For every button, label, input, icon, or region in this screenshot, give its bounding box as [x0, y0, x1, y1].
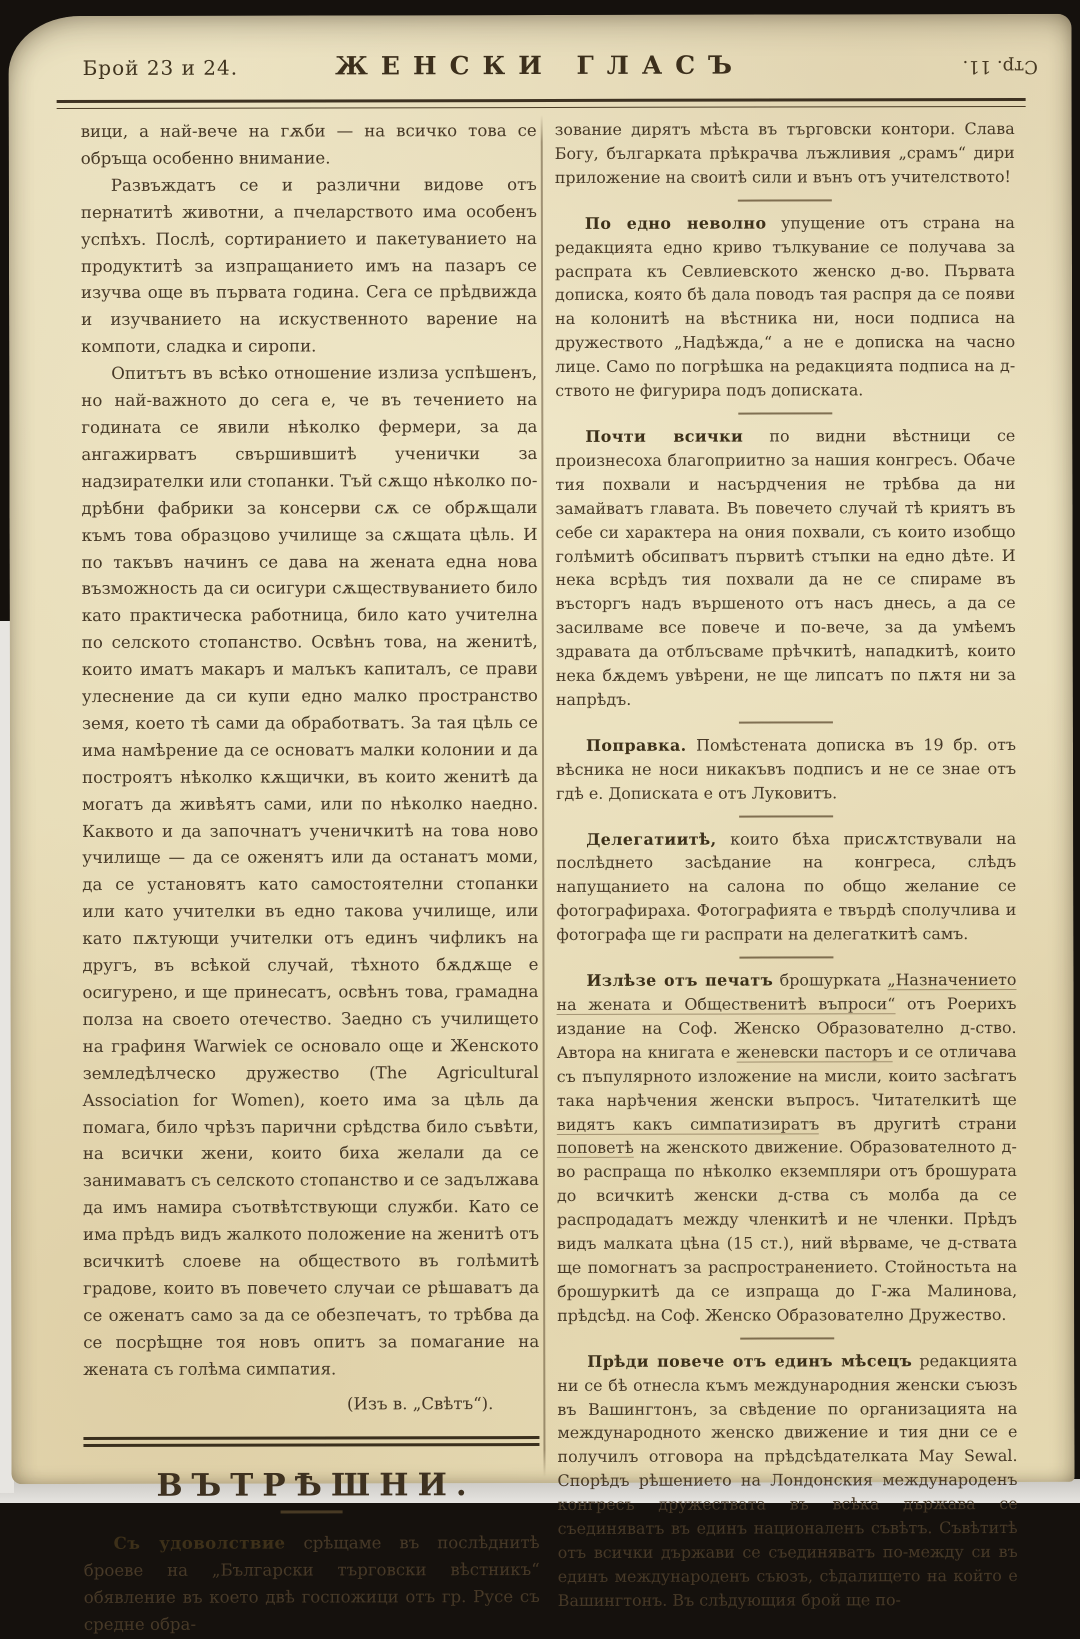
paragraph-text: Опитътъ въ всѣко отношение излиза успѣшенъ, но най-важното до сега е, че въ течението на годината се явили нѣколко фермери, за да ангажирватъ свършившитѣ ученички за надзирателки или стопанки. Тъй сѫщо нѣколко по-дрѣбни фабрики за консерви сѫ се обрѫщали къмъ това образцово училище за сѫщата цѣль. И по такъвъ начинъ се дава на жената една нова възможность да си осигури сѫществуванието било като практическа работница, било като учителна по селското стопанство. Освѣнъ това, на женитѣ, които иматъ макаръ и малъкъ капиталъ, се прави улеснение да си купи едно малко пространство земя, което тѣ сами да обработватъ. За тая цѣль се има намѣрение да се основатъ малки колонии и да построятъ нѣколко кѫщички, въ които женитѣ да могатъ да живѣятъ сами, или по нѣколко наедно. Каквото и да започнатъ ученичкитѣ на това ново училище — да се оженятъ или да останатъ моми, да се установятъ като самостоятелни стопанки или като учителки въ едно такова училище, или като пѫтующи учителки отъ единъ чифликъ на другъ, въ всѣкой случай, тѣхното бѫдѫще е осигурено, и ще принесатъ, освѣнъ това, грамадна полза на своето отечество. Заедно съ училището на графиня Warwiek се основало още и Женското земледѣлческо дружество (The Agricultural Association for Women), което има за цѣль да помага, било чрѣзъ парични срѣдства било съвѣти, на всички жени, които биха желали да се занимаватъ съ селското стопанство и се задължава да имъ намира съотвѣтствующи служби. Като се има прѣдъ видъ жалкото положение на женитѣ отъ всичкитѣ слоеве на обществото въ голѣмитѣ градове, които въ повечето случаи се рѣшаватъ да се оженатъ само за да се обезпечатъ, то трѣбва да се посрѣщне тоя новъ опитъ за помагание на жената съ голѣма симпатия. [81, 363, 540, 1379]
paragraph [556, 968, 1017, 1328]
underlined-text: поповетѣ [556, 1138, 634, 1158]
section-title: ВЪТРѢШНИ. [156, 1466, 476, 1504]
right-column [555, 117, 1018, 1613]
paragraph [84, 1529, 540, 1639]
paragraph-text: редакцията ни се бѣ отнесла къмъ международния женски съюзъ въ Вашингтонъ, за свѣдение по организацията на международното женско движение и тия дни се е получилъ отговора на прѣдсѣдателката May Sewal. Спорѣдъ рѣшението на Лондонския международенъ конгресъ дружествата въ всѣка държава се съединяватъ въ единъ националенъ съвѣтъ. Съвѣтитѣ отъ всички държави се съединяватъ по-между си въ единъ международенъ съюзъ, сѣдалището на който е Вашингтонъ. Въ слѣдующия брой ще по- [557, 1350, 1018, 1610]
paragraph [81, 172, 537, 361]
underlined-text: „Назначението на жената и Общественитѣ въпроси“ [556, 970, 1017, 1014]
column-divider [541, 115, 546, 1477]
issue-number: Брой 23 и 24. [82, 55, 239, 80]
paragraph-text: упущение отъ страна на редакцията едно криво тълкувание се получава за распрата къ Севлиевското женско д-во. Първата дописка, която бѣ дала поводъ тая распря да се появи на колонитѣ на вѣстника ни, носи подписа на дружеството „Надѣжда,“ а не е дописка на часно лице. Само по погрѣшка на редакцията подписа на д-ството не фигурира подъ дописката. [554, 212, 1016, 401]
paragraph [81, 118, 537, 173]
paragraph [555, 211, 1015, 403]
paragraph [556, 733, 1016, 806]
paragraph-text: брошурката [773, 970, 888, 990]
item-separator [556, 946, 1016, 969]
newspaper-page [8, 14, 1074, 1635]
paragraph-lead: Поправка. [585, 735, 687, 755]
item-separator [556, 711, 1016, 734]
paragraph-text: срѣщаме въ послѣднитѣ броеве на „Български търговски вѣстникъ“ обявление въ което двѣ госпожици отъ гр. Русе съ средне обра- [83, 1533, 540, 1635]
left-column-paragraphs [81, 118, 540, 1384]
paragraph-text: Развъждатъ се и различни видове отъ пернатитѣ животни, а пчеларството има особенъ успѣхъ. Послѣ, сортиранието и пакетуванието на продуктитѣ за изпращанието имъ на пазаръ се изучва още въ първата година. Сега се прѣдвижда и изучванието на искуственното варение на компоти, сладка и сиропи. [80, 174, 538, 357]
header-rule [57, 98, 1026, 109]
underlined-text: видятъ какъ симпатизиратъ [556, 1113, 820, 1134]
item-separator [555, 402, 1015, 425]
section-divider-rule [83, 1436, 539, 1447]
paragraph-lead: По едно неволно [584, 213, 767, 233]
paragraph-text: по видни вѣстници се произнесоха благоприитно за нашия конгресъ. Обаче тия похвали и насърдчения не трѣбва да ни замайватъ главата. Въ повечето случай тѣ криятъ въ себе си характера на ония похвали, съ които изобщо голѣмитѣ обсипватъ първитѣ стъпки на едно дѣте. И нека всрѣдъ тия похвали да не се спираме въ въсторгъ надъ вършеното отъ насъ днесь, а да се засилваме все повече и по-вече, за да умѣемъ здравата да отблъсваме прѣчкитѣ, нападкитѣ, които нека бѫдемъ увѣрени, не ще липсатъ по пѫтя ни за напрѣдъ. [555, 425, 1016, 709]
paragraph [557, 1349, 1018, 1613]
left-column [81, 118, 540, 1639]
masthead-title: ЖЕНСКИ ГЛАСЪ [335, 50, 746, 81]
news-items [555, 117, 1018, 1613]
paragraph [556, 827, 1016, 947]
item-separator [555, 189, 1015, 212]
paragraph [81, 360, 539, 1383]
section-paragraphs [84, 1529, 540, 1639]
underlined-text: женевски пасторъ [736, 1042, 893, 1062]
paragraph-text: вици, а най-вече на гѫби — на всичко това се обръща особенно внимание. [80, 121, 537, 168]
paragraph-text: отъ Роерихъ издание на Соф. Женско Образователно д-ство. Автора на книгата е [556, 994, 1017, 1062]
paragraph-text: на женското движение. Образователното д-во распраща по нѣколко екземпляри отъ брошурата до всичкитѣ женски д-ства съ молба да се распродадатъ между членкитѣ и не членки. Прѣдъ видъ малката цѣна (15 ст.), ний вѣрваме, че д-ствата ще помогнатъ за распространението. Стойностьта на брошуркитѣ да се изпраща до Г-жа Малинова, прѣдсѣд. на Соф. Женско Образователно Дружество. [556, 1137, 1018, 1325]
paragraph-lead: Прѣди повече отъ единъ мѣсецъ [587, 1350, 913, 1371]
source-attribution: (Изъ в. „Свѣтъ“). [347, 1393, 494, 1414]
paragraph-text: въ другитѣ страни [819, 1113, 1017, 1133]
item-separator [556, 805, 1016, 828]
paragraph-lead: Делегатиитѣ, [586, 829, 717, 849]
paragraph [555, 424, 1016, 712]
paragraph [555, 117, 1015, 190]
item-separator [557, 1327, 1017, 1350]
paragraph-text: Помѣстената дописка въ 19 бр. отъ вѣсника не носи никакъвъ подписъ и не се знае отъ гдѣ е. Дописката е отъ Луковитъ. [556, 734, 1017, 803]
paragraph-text: и се отличава съ пъпулярното изложение на мисли, които засѣгатъ така нарѣчения женски въпросъ. Читателкитѣ ще [556, 1041, 1017, 1110]
paragraph-lead: Съ удоволствие [113, 1532, 286, 1554]
section-title-rule [281, 1511, 343, 1514]
page-number: Стр. 11. [962, 55, 1038, 78]
paragraph-text: които бѣха присѫтствували на послѣднето засѣдание на конгреса, слѣдъ напущанието на салона по общо желание се фотографираха. Фотографията е твърдѣ сполучлива и фотографа ще ги распрати на делегаткитѣ самъ. [556, 828, 1017, 945]
paragraph-lead: Излѣзе отъ печатъ [586, 970, 774, 990]
paragraph-text: зование дирятъ мѣста въ търговски контори. Слава Богу, българката прѣкрачва лъжливия „срамъ“ дири приложение на своитѣ сили и вънъ отъ учителството! [554, 119, 1015, 187]
paragraph-lead: Почти всички [585, 426, 744, 446]
